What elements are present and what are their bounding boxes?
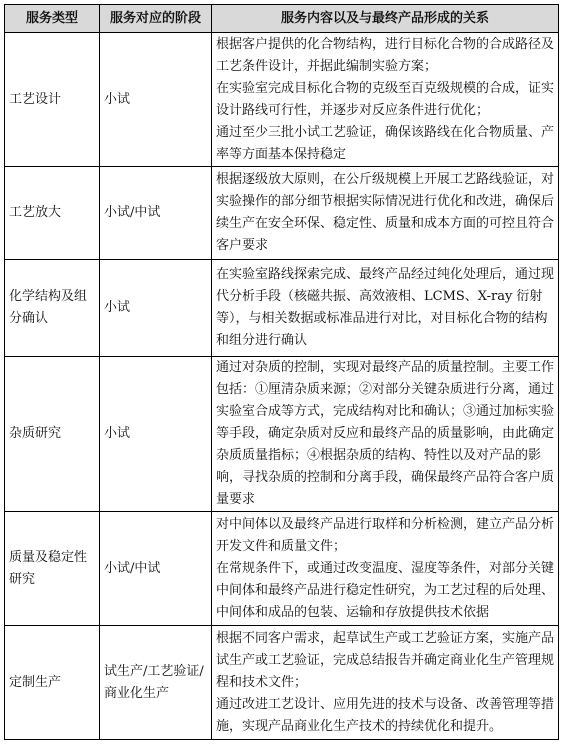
header-service-type: 服务类型 xyxy=(5,5,100,33)
service-type-cell: 化学结构及组分确认 xyxy=(5,260,100,357)
header-service-stage: 服务对应的阶段 xyxy=(100,5,212,33)
service-stage-cell: 小试/中试 xyxy=(100,512,212,626)
service-stage-cell: 小试 xyxy=(100,33,212,167)
desc-paragraph: 在常规条件下，或通过改变温度、湿度等条件，对部分关键中间体和最终产品进行稳定性研究，为工艺过程的后处理、中间体和成品的包装、运输和存放提供技术依据 xyxy=(216,560,555,620)
table-row xyxy=(5,167,559,260)
header-service-content: 服务内容以及与最终产品形成的关系 xyxy=(212,5,559,33)
service-desc-cell xyxy=(212,167,559,260)
table-row xyxy=(5,512,559,626)
service-desc-cell xyxy=(212,512,559,626)
service-desc-cell xyxy=(212,33,559,167)
service-table xyxy=(4,4,559,740)
desc-paragraph: 根据逐级放大原则，在公斤级规模上开展工艺路线验证，对实验操作的部分细节根据实际情况进行优化和改进，确保后续生产在安全环保、稳定性、质量和成本方面的可控且符合客户要求 xyxy=(216,172,555,253)
service-type-cell: 工艺设计 xyxy=(5,33,100,167)
table-row xyxy=(5,260,559,357)
service-stage-cell: 试生产/工艺验证/商业化生产 xyxy=(100,626,212,740)
desc-paragraph: 通过至少三批小试工艺验证，确保该路线在化合物质量、产率等方面基本保持稳定 xyxy=(216,124,555,162)
table-row xyxy=(5,357,559,512)
desc-paragraph: 根据客户提供的化合物结构，进行目标化合物的合成路径及工艺条件设计，并据此编制实验方案； xyxy=(216,36,555,74)
desc-paragraph: 通过对杂质的控制，实现对最终产品的质量控制。主要工作包括：①厘清杂质来源；②对部分关键杂质进行分离，通过实验室合成等方式，完成结构对比和确认；③通过加标实验等手段，确定杂质对反应和最终产品的质量影响，由此确定杂质质量指标；④根据杂质的结构、特性以及对产品的影响，寻找杂质的控制和分离手段，确保最终产品符合客户质量要求 xyxy=(216,360,555,507)
service-stage-cell: 小试 xyxy=(100,260,212,357)
service-desc-cell xyxy=(212,357,559,512)
service-table-container xyxy=(4,4,558,740)
desc-paragraph: 在实验室完成目标化合物的克级至百克级规模的合成，证实设计路线可行性，并逐步对反应条件进行优化； xyxy=(216,80,555,118)
table-header-row xyxy=(5,5,559,33)
service-stage-cell: 小试 xyxy=(100,357,212,512)
service-desc-cell xyxy=(212,626,559,740)
desc-paragraph: 通过改进工艺设计、应用先进的技术与设备、改善管理等措施，实现产品商业化生产技术的持续优化和提升。 xyxy=(216,696,555,734)
desc-paragraph: 在实验室路线探索完成、最终产品经过纯化处理后，通过现代分析手段（核磁共振、高效液相、LCMS、X-ray 衍射等），与相关数据或标准品进行对比，对目标化合物的结构和组分进行确认 xyxy=(216,267,555,348)
service-type-cell: 工艺放大 xyxy=(5,167,100,260)
table-row xyxy=(5,626,559,740)
table-row xyxy=(5,33,559,167)
service-desc-cell xyxy=(212,260,559,357)
service-type-cell: 质量及稳定性研究 xyxy=(5,512,100,626)
service-type-cell: 定制生产 xyxy=(5,626,100,740)
desc-paragraph: 对中间体以及最终产品进行取样和分析检测，建立产品分析开发文件和质量文件； xyxy=(216,516,555,554)
service-stage-cell: 小试/中试 xyxy=(100,167,212,260)
service-type-cell: 杂质研究 xyxy=(5,357,100,512)
desc-paragraph: 根据不同客户需求，起草试生产或工艺验证方案，实施产品试生产或工艺验证，完成总结报告并确定商业化生产管理规程和技术文件； xyxy=(216,630,555,690)
